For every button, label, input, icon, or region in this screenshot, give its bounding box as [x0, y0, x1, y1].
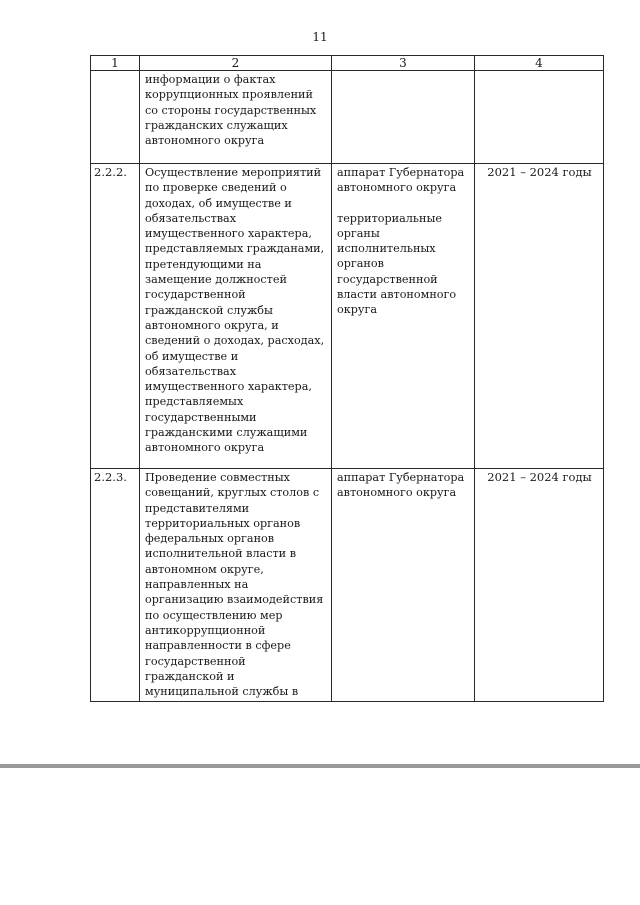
executor-primary: аппарат Губернатора автономного округа [337, 166, 465, 195]
column-header-1: 1 [91, 56, 140, 71]
row-number: 2.2.3. [91, 469, 140, 702]
executor-primary: аппарат Губернатора автономного округа [337, 471, 465, 500]
blank-margin [0, 768, 640, 905]
executor-cell [332, 71, 475, 164]
column-header-4: 4 [475, 56, 604, 71]
deadline-cell: 2021 – 2024 годы [475, 469, 604, 702]
executor-cell [332, 469, 475, 702]
measures-table [90, 55, 604, 702]
activity-cell: Осуществление мероприятий по проверке сведений о доходах, об имуществе и обязательствах имущественного характера, представляемых гражданами, претендующими на замещение должностей государственной гражданской службы автономного округа, и сведений о доходах, расходах, об имуществе и обязательствах имущественного характера, представляемых государственными гражданскими служащими автономного округа [140, 164, 332, 469]
column-header-3: 3 [332, 56, 475, 71]
deadline-cell: 2021 – 2024 годы [475, 164, 604, 469]
executor-cell [332, 164, 475, 469]
row-number: 2.2.2. [91, 164, 140, 469]
table-row [91, 71, 604, 164]
deadline-cell [475, 71, 604, 164]
table-header-row [91, 56, 604, 71]
row-number [91, 71, 140, 164]
table-row [91, 469, 604, 702]
activity-cell: информации о фактах коррупционных проявлений со стороны государственных гражданских служащих автономного округа [140, 71, 332, 164]
executor-secondary: территориальные органы исполнительных органов государственной власти автономного округа [337, 211, 457, 317]
page-number: 11 [312, 30, 328, 44]
column-header-2: 2 [140, 56, 332, 71]
activity-cell: Проведение совместных совещаний, круглых столов с представителями территориальных органов федеральных органов исполнительной власти в автономном округе, направленных на организацию взаимодействия по осуществлению мер антикоррупционной направленности в сфере государственной гражданской и муниципальной службы в [140, 469, 332, 702]
table-row [91, 164, 604, 469]
